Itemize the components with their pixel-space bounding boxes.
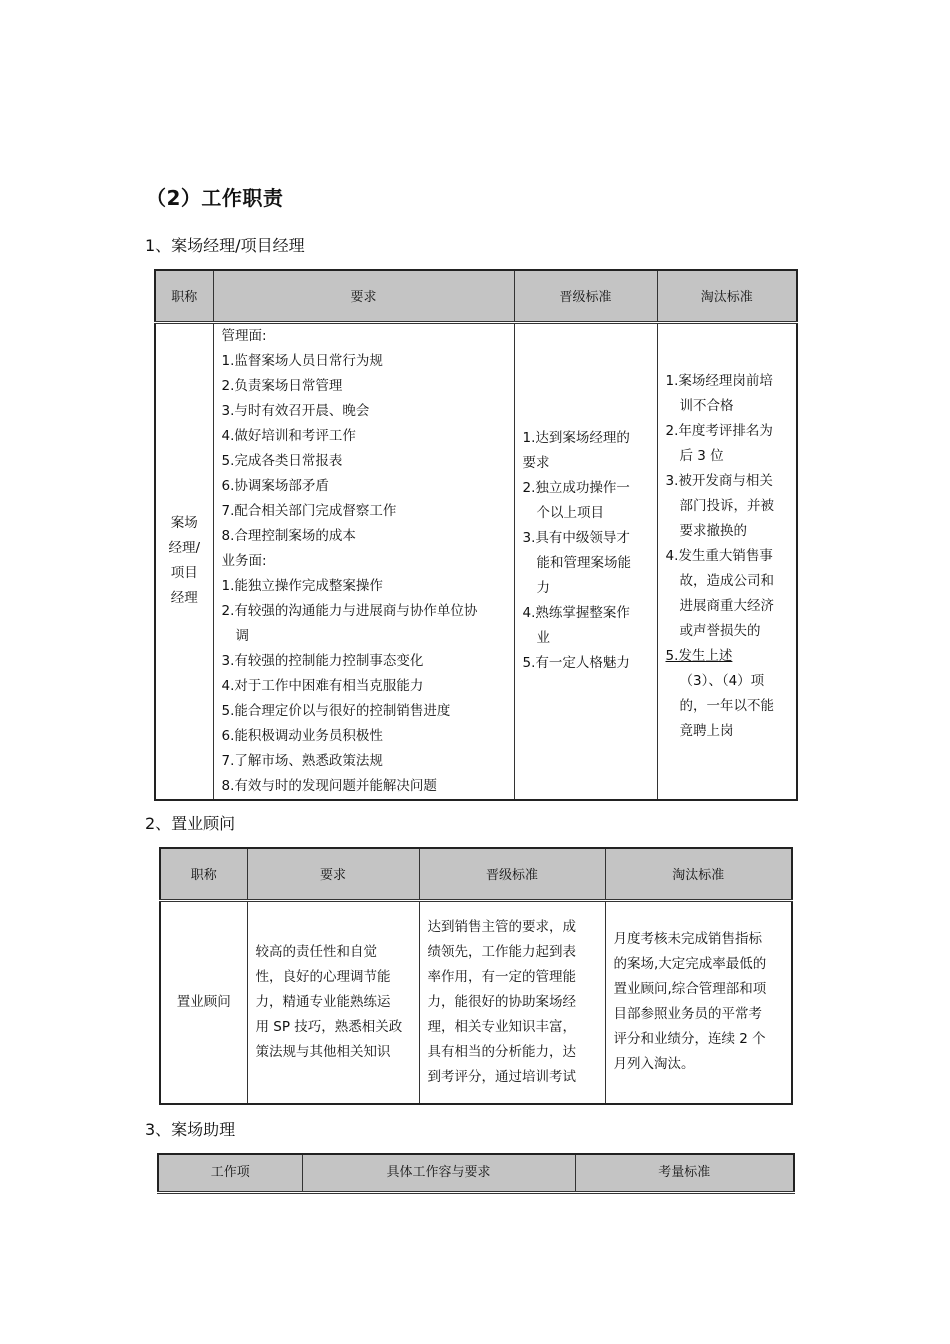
header-elimination: 淘汰标准 — [657, 270, 797, 322]
header-promotion: 晋级标准 — [514, 270, 657, 322]
requirement-line: 5.完成各类日常报表 — [221, 452, 343, 469]
requirement-line: 业务面: — [221, 552, 267, 569]
requirements-cell — [213, 322, 514, 800]
table-case-assistant — [157, 1153, 795, 1194]
requirement-line: 2.负责案场日常管理 — [221, 377, 343, 394]
requirements-cell — [247, 900, 419, 1104]
requirement-line: 8.合理控制案场的成本 — [221, 527, 356, 544]
header-work-item: 工作项 — [158, 1154, 302, 1192]
header-work-content: 具体工作容与要求 — [302, 1154, 575, 1192]
requirement-line: 6.能积极调动业务员积极性 — [221, 727, 383, 744]
requirement-line: 8.有效与时的发现问题并能解决问题 — [221, 777, 437, 794]
requirement-line: 5.能合理定价以与很好的控制销售进度 — [221, 702, 451, 719]
promotion-cell — [419, 900, 605, 1104]
table-case-manager — [154, 269, 798, 801]
promotion-line: 个以上项目 — [536, 505, 604, 521]
requirement-line: 策法规与其他相关知识 — [255, 1043, 391, 1060]
promotion-line: 达到销售主管的要求，成 — [427, 918, 576, 935]
elimination-line: 的，一年以不能 — [679, 697, 774, 714]
header-elimination: 淘汰标准 — [605, 848, 792, 900]
title-line: 经理 — [170, 590, 198, 606]
job-title: 置业顾问 — [176, 993, 231, 1010]
requirement-line: 调 — [235, 627, 249, 644]
promotion-line: 具有相当的分析能力，达 — [427, 1043, 576, 1060]
elimination-line: 要求撤换的 — [679, 522, 747, 539]
requirement-line: 力，精通专业能熟练运 — [255, 993, 391, 1010]
elimination-line: 置业顾问,综合管理部和项 — [613, 981, 767, 998]
elimination-line: 进展商重大经济 — [679, 597, 774, 614]
elimination-line: 1.案场经理岗前培 — [665, 372, 773, 389]
header-promotion: 晋级标准 — [419, 848, 605, 900]
elimination-line: 部门投诉，并被 — [679, 497, 774, 514]
promotion-line: 理，相关专业知识丰富， — [427, 1018, 576, 1035]
elimination-line: 目部参照业务员的平常考 — [613, 1006, 762, 1023]
heading-case-manager: 1、案场经理/项目经理 — [145, 236, 305, 255]
header-title: 职称 — [160, 848, 247, 900]
promotion-line: 力，能很好的协助案场经 — [427, 993, 576, 1010]
promotion-line: 率作用，有一定的管理能 — [427, 968, 576, 985]
elimination-line: 后 3 位 — [679, 447, 724, 464]
requirement-line: 3.有较强的控制能力控制事态变化 — [221, 652, 424, 669]
requirement-line: 较高的责任性和自觉 — [255, 943, 377, 960]
requirement-line: 用 SP 技巧，熟悉相关政 — [255, 1018, 403, 1035]
promotion-line: 到考评分，通过培训考试 — [427, 1068, 576, 1085]
elimination-line: 月列入淘汰。 — [613, 1056, 695, 1073]
elimination-line: 训不合格 — [679, 397, 734, 414]
elimination-line: 竟聘上岗 — [679, 722, 734, 739]
promotion-line: 绩领先，工作能力起到表 — [427, 943, 576, 960]
heading-sales-consultant: 2、置业顾问 — [145, 814, 236, 833]
requirement-line: 性，良好的心理调节能 — [255, 968, 391, 985]
requirement-line: 1.能独立操作完成整案操作 — [221, 577, 383, 594]
elimination-line: 故，造成公司和 — [679, 572, 774, 589]
requirement-line: 管理面: — [221, 327, 267, 344]
elimination-cell — [657, 322, 797, 800]
promotion-line: 1.达到案场经理的 — [522, 430, 630, 446]
elimination-line: 月度考核未完成销售指标 — [613, 931, 762, 948]
heading-case-assistant: 3、案场助理 — [145, 1120, 236, 1139]
elimination-line: 5.发生上述 — [665, 647, 733, 664]
requirement-line: 2.有较强的沟通能力与进展商与协作单位协 — [221, 602, 478, 619]
title-line: 经理/ — [168, 540, 201, 556]
job-title-cell — [155, 322, 213, 800]
promotion-cell — [514, 322, 657, 800]
requirement-line: 3.与时有效召开晨、晚会 — [221, 402, 370, 419]
header-title: 职称 — [155, 270, 213, 322]
elimination-line: 的案场,大定完成率最低的 — [613, 956, 767, 973]
requirement-line: 4.做好培训和考评工作 — [221, 427, 356, 444]
requirement-line: 7.配合相关部门完成督察工作 — [221, 502, 397, 519]
requirement-line: 4.对于工作中困难有相当克服能力 — [221, 677, 424, 694]
promotion-line: 2.独立成功操作一 — [522, 480, 630, 496]
job-title-cell — [160, 900, 247, 1104]
promotion-line: 业 — [536, 630, 550, 646]
elimination-line: 或声誉损失的 — [679, 622, 761, 639]
title-line: 案场 — [170, 515, 198, 531]
section-title: （2）工作职责 — [146, 186, 284, 210]
promotion-line: 3.具有中级领导才 — [522, 530, 630, 546]
promotion-line: 力 — [536, 580, 550, 596]
table-sales-consultant — [159, 847, 793, 1105]
elimination-line: （3）、（4）项 — [679, 672, 765, 689]
requirement-line: 6.协调案场部矛盾 — [221, 477, 329, 494]
elimination-cell — [605, 900, 792, 1104]
title-line: 项目 — [170, 565, 198, 581]
promotion-line: 5.有一定人格魅力 — [522, 655, 630, 671]
header-requirements: 要求 — [213, 270, 514, 322]
elimination-line: 2.年度考评排名为 — [665, 422, 773, 439]
header-assessment: 考量标准 — [575, 1154, 794, 1192]
requirement-line: 7.了解市场、熟悉政策法规 — [221, 752, 383, 769]
promotion-line: 要求 — [522, 455, 550, 471]
header-requirements: 要求 — [247, 848, 419, 900]
elimination-line: 4.发生重大销售事 — [665, 547, 773, 564]
promotion-line: 4.熟练掌握整案作 — [522, 605, 630, 621]
requirement-line: 1.监督案场人员日常行为规 — [221, 352, 383, 369]
promotion-line: 能和管理案场能 — [536, 555, 631, 571]
elimination-line: 3.被开发商与相关 — [665, 472, 773, 489]
elimination-line: 评分和业绩分，连续 2 个 — [613, 1031, 766, 1048]
